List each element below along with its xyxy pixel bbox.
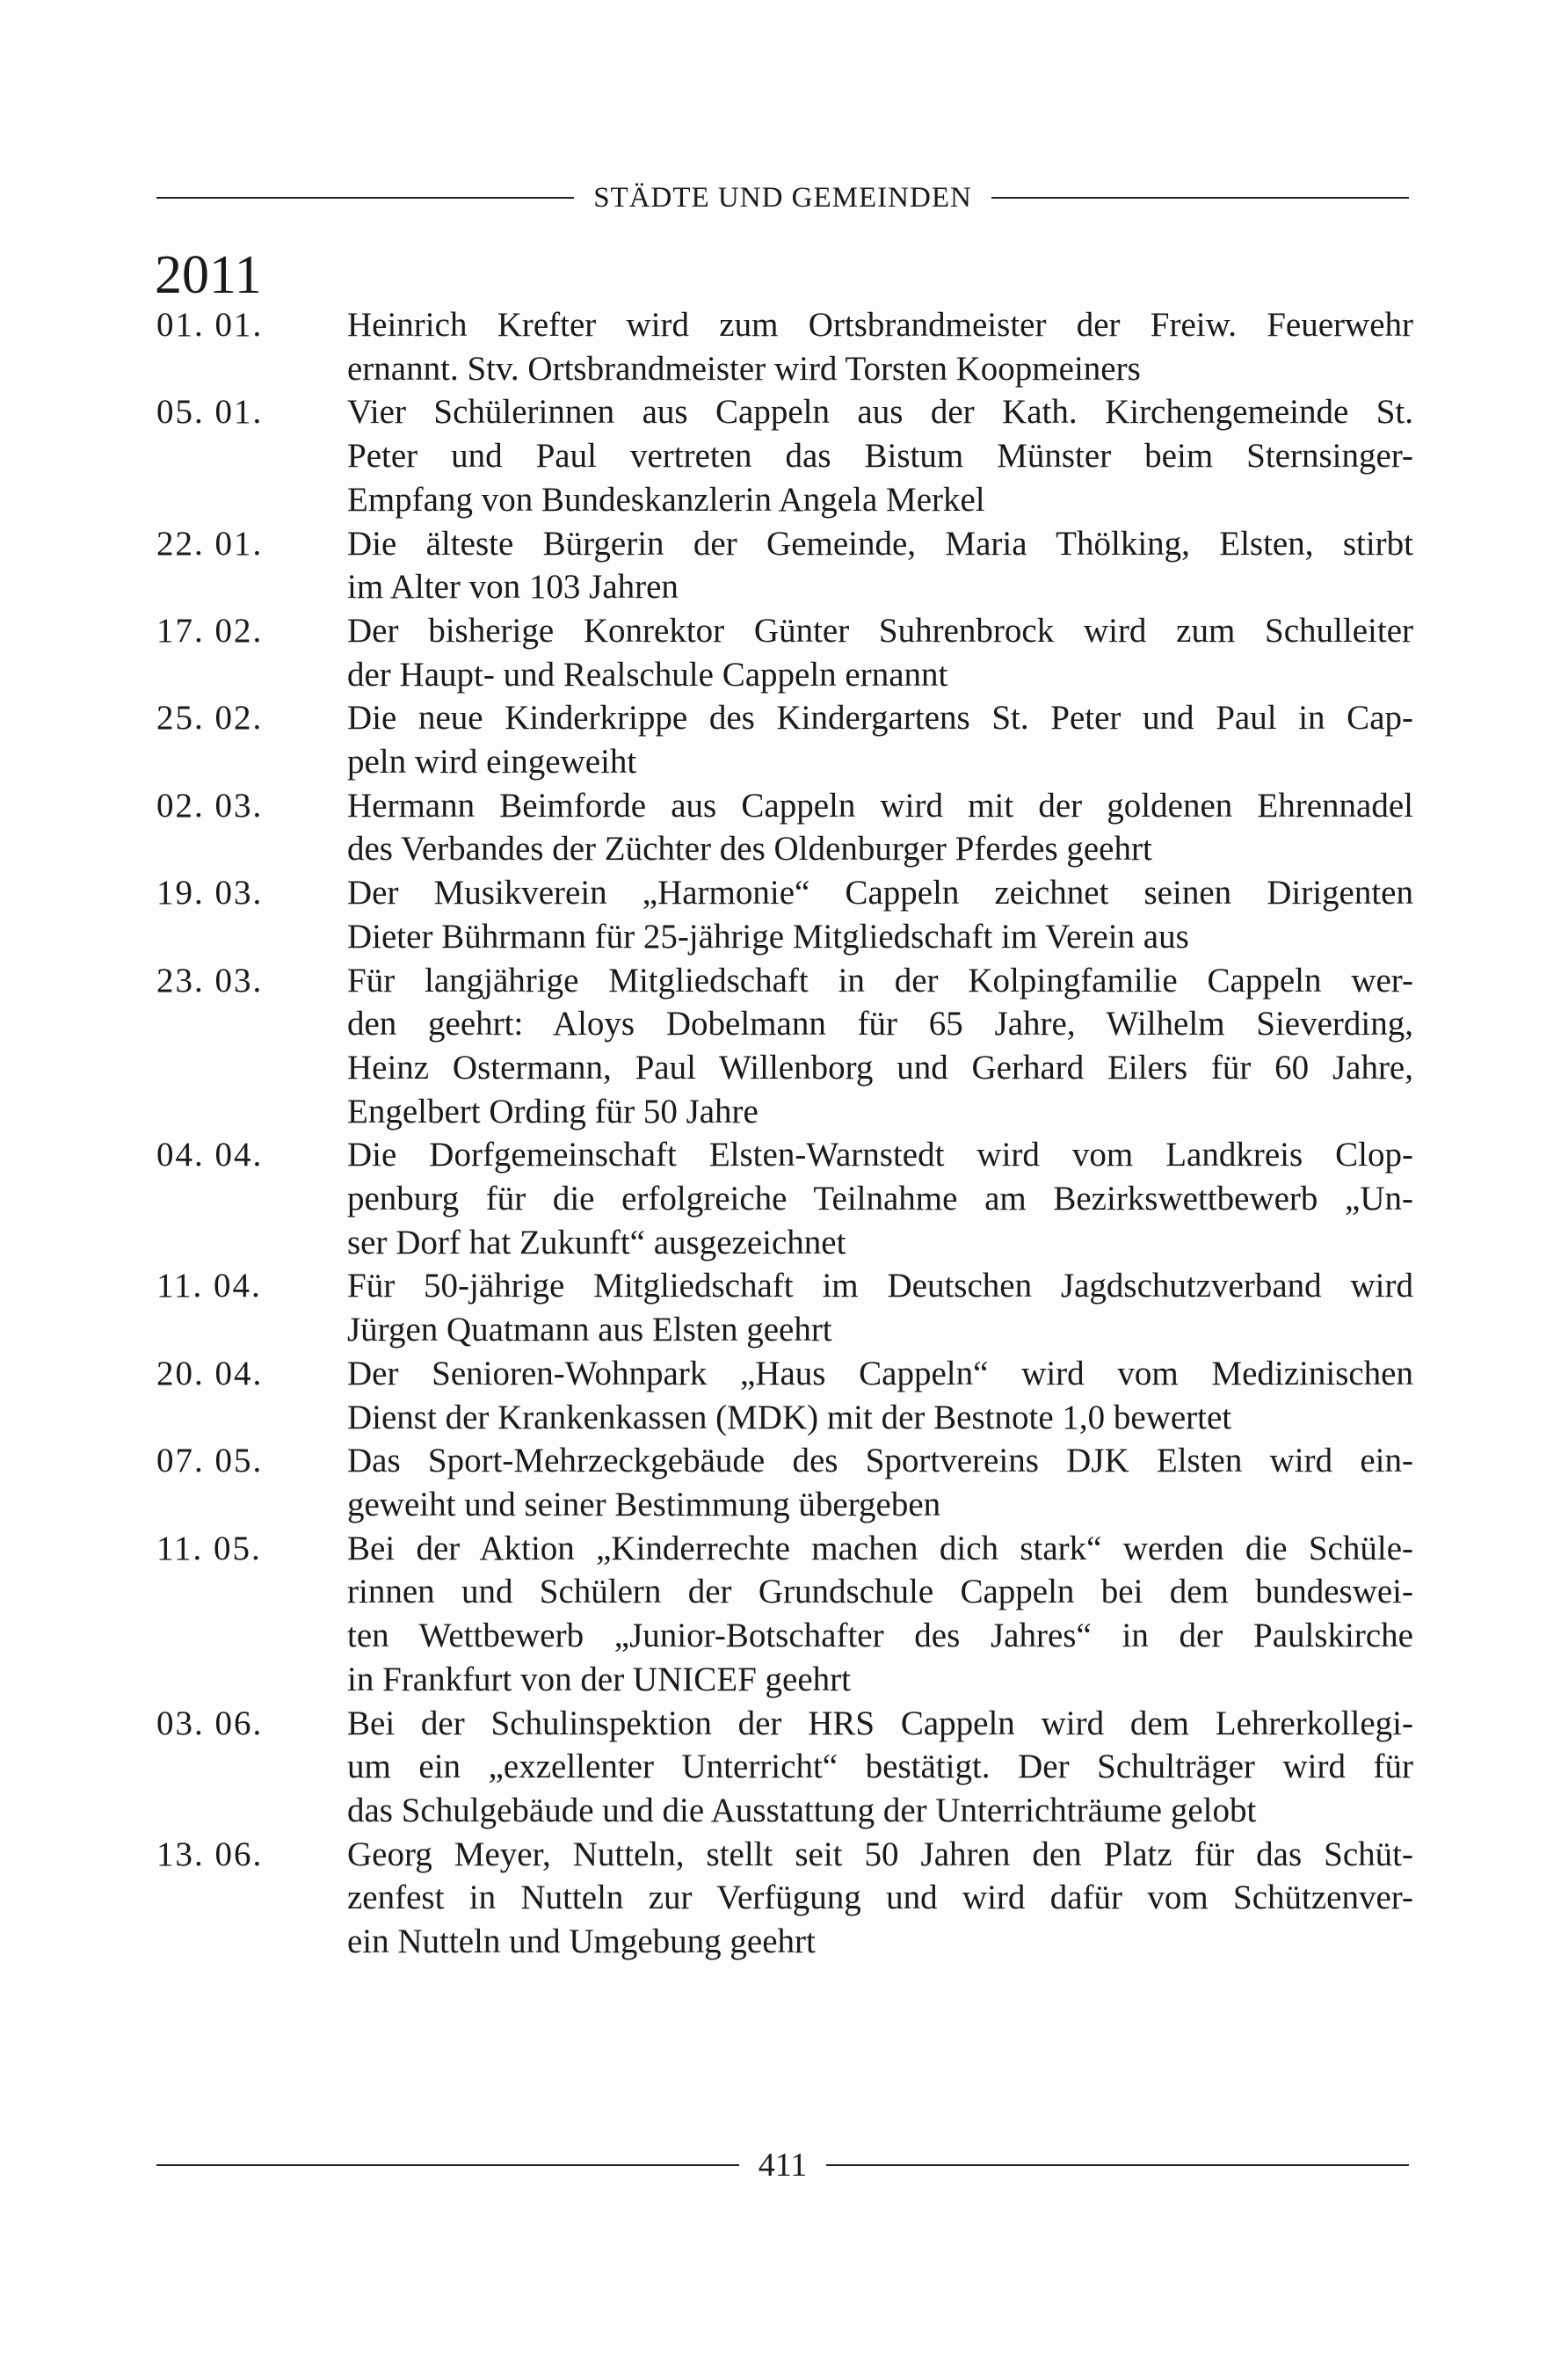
entry-text-line: in Frankfurt von der UNICEF geehrt	[347, 1660, 851, 1698]
entry-date: 03. 06.	[156, 1704, 264, 1742]
entry-text	[347, 1439, 1413, 1526]
entry-date: 04. 04.	[156, 1136, 264, 1174]
entry-date: 23. 03.	[156, 961, 264, 1000]
chronicle-entry	[156, 959, 1413, 1134]
chronicle-entry	[156, 522, 1413, 609]
header-rule-right	[991, 197, 1409, 199]
entry-text-line: Der Musikverein „Harmonie“ Cappeln zeichnet seinen Dirigenten	[347, 874, 1413, 912]
entry-text	[347, 1527, 1413, 1702]
entry-text-line: das Schulgebäude und die Ausstattung der Unterrichträume gelobt	[347, 1791, 1257, 1829]
chronicle-entry	[156, 609, 1413, 696]
header-rule-left	[156, 197, 574, 199]
entry-date: 05. 01.	[156, 393, 264, 432]
entry-text	[347, 609, 1413, 696]
entry-text	[347, 1833, 1413, 1964]
chronicle-entry	[156, 1833, 1413, 1964]
entry-date: 07. 05.	[156, 1442, 264, 1480]
entry-text	[347, 1352, 1413, 1439]
entry-text	[347, 784, 1413, 871]
year-heading: 2011	[155, 245, 262, 305]
entry-date: 22. 01.	[156, 524, 264, 563]
entry-text-line: ernannt. Stv. Ortsbrandmeister wird Torsten Koopmeiners	[347, 349, 1141, 388]
entry-text	[347, 390, 1413, 521]
chronicle-entries	[156, 303, 1413, 1964]
entry-text-line: ser Dorf hat Zukunft“ ausgezeichnet	[347, 1223, 846, 1261]
entry-text-line: Bei der Schulinspektion der HRS Cappeln wird dem Lehrerkollegi-	[347, 1704, 1413, 1742]
entry-text	[347, 959, 1413, 1134]
entry-text-line: Heinz Ostermann, Paul Willenborg und Gerhard Eilers für 60 Jahre,	[347, 1048, 1413, 1087]
chronicle-entry	[156, 303, 1413, 390]
chronicle-entry	[156, 1133, 1413, 1264]
entry-text-line: Jürgen Quatmann aus Elsten geehrt	[347, 1311, 832, 1349]
entry-text-line: Die Dorfgemeinschaft Elsten-Warnstedt wird vom Landkreis Clop-	[347, 1136, 1413, 1174]
entry-date: 25. 02.	[156, 699, 264, 738]
running-header	[156, 176, 1409, 220]
entry-text-line: Die neue Kinderkrippe des Kindergartens St. Peter und Paul in Cap-	[347, 699, 1413, 738]
chronicle-entry	[156, 871, 1413, 958]
chronicle-entry	[156, 1527, 1413, 1702]
chronicle-entry	[156, 784, 1413, 871]
entry-date: 02. 03.	[156, 786, 264, 825]
entry-text	[347, 696, 1413, 783]
entry-text-line: Georg Meyer, Nutteln, stellt seit 50 Jahren den Platz für das Schüt-	[347, 1835, 1413, 1873]
entry-date: 11. 05.	[156, 1529, 262, 1567]
entry-text-line: ein Nutteln und Umgebung geehrt	[347, 1923, 816, 1961]
entry-text-line: peln wird eingeweiht	[347, 743, 637, 781]
footer-rule-left	[156, 2164, 739, 2166]
entry-text-line: den geehrt: Aloys Dobelmann für 65 Jahre, Wilhelm Sieverding,	[347, 1005, 1413, 1043]
page-number: 411	[758, 2147, 808, 2184]
entry-date: 20. 04.	[156, 1354, 264, 1392]
entry-date: 11. 04.	[156, 1267, 262, 1305]
entry-text	[347, 1264, 1413, 1351]
entry-text-line: des Verbandes der Züchter des Oldenburger Pferdes geehrt	[347, 830, 1152, 869]
entry-text	[347, 303, 1413, 390]
entry-date: 19. 03.	[156, 874, 264, 912]
entry-text-line: zenfest in Nutteln zur Verfügung und wird dafür vom Schützenver-	[347, 1879, 1413, 1917]
chronicle-entry	[156, 696, 1413, 783]
entry-text-line: der Haupt- und Realschule Cappeln ernannt	[347, 655, 948, 694]
entry-text	[347, 1702, 1413, 1833]
entry-date: 01. 01.	[156, 306, 264, 344]
entry-date: 13. 06.	[156, 1835, 264, 1873]
entry-text-line: rinnen und Schülern der Grundschule Cappeln bei dem bundeswei-	[347, 1573, 1413, 1611]
entry-text	[347, 522, 1413, 609]
entry-text-line: geweiht und seiner Bestimmung übergeben	[347, 1485, 941, 1523]
entry-text-line: Peter und Paul vertreten das Bistum Münster beim Sternsinger-	[347, 437, 1413, 476]
entry-text-line: Das Sport-Mehrzeckgebäude des Sportvereins DJK Elsten wird ein-	[347, 1442, 1413, 1480]
page-footer	[156, 2143, 1409, 2187]
entry-text-line: Vier Schülerinnen aus Cappeln aus der Kath. Kirchengemeinde St.	[347, 393, 1413, 432]
chronicle-entry	[156, 1439, 1413, 1526]
entry-text	[347, 871, 1413, 958]
entry-text-line: im Alter von 103 Jahren	[347, 568, 679, 607]
header-title: STÄDTE UND GEMEINDEN	[593, 181, 972, 214]
entry-text-line: Die älteste Bürgerin der Gemeinde, Maria Thölking, Elsten, stirbt	[347, 524, 1413, 563]
chronicle-entry	[156, 1352, 1413, 1439]
footer-rule-right	[826, 2164, 1409, 2166]
entry-text-line: Hermann Beimforde aus Cappeln wird mit der goldenen Ehrennadel	[347, 786, 1413, 825]
entry-text-line: Bei der Aktion „Kinderrechte machen dich stark“ werden die Schüle-	[347, 1529, 1413, 1567]
entry-text-line: Der bisherige Konrektor Günter Suhrenbrock wird zum Schulleiter	[347, 611, 1413, 650]
entry-date: 17. 02.	[156, 611, 264, 650]
entry-text-line: Empfang von Bundeskanzlerin Angela Merkel	[347, 480, 985, 519]
entry-text-line: Dieter Bührmann für 25-jährige Mitgliedschaft im Verein aus	[347, 917, 1189, 956]
entry-text-line: Heinrich Krefter wird zum Ortsbrandmeister der Freiw. Feuerwehr	[347, 306, 1413, 344]
chronicle-entry	[156, 390, 1413, 521]
entry-text-line: Für 50-jährige Mitgliedschaft im Deutschen Jagdschutzverband wird	[347, 1267, 1413, 1305]
chronicle-entry	[156, 1702, 1413, 1833]
chronicle-entry	[156, 1264, 1413, 1351]
entry-text-line: Engelbert Ording für 50 Jahre	[347, 1092, 759, 1130]
entry-text	[347, 1133, 1413, 1264]
entry-text-line: ten Wettbewerb „Junior-Botschafter des Jahres“ in der Paulskirche	[347, 1617, 1413, 1655]
entry-text-line: Der Senioren-Wohnpark „Haus Cappeln“ wird vom Medizinischen	[347, 1354, 1413, 1392]
entry-text-line: um ein „exzellenter Unterricht“ bestätigt. Der Schulträger wird für	[347, 1748, 1413, 1786]
entry-text-line: Dienst der Krankenkassen (MDK) mit der Bestnote 1,0 bewertet	[347, 1398, 1232, 1436]
entry-text-line: Für langjährige Mitgliedschaft in der Kolpingfamilie Cappeln wer-	[347, 961, 1413, 1000]
entry-text-line: penburg für die erfolgreiche Teilnahme am Bezirkswettbewerb „Un-	[347, 1180, 1413, 1218]
